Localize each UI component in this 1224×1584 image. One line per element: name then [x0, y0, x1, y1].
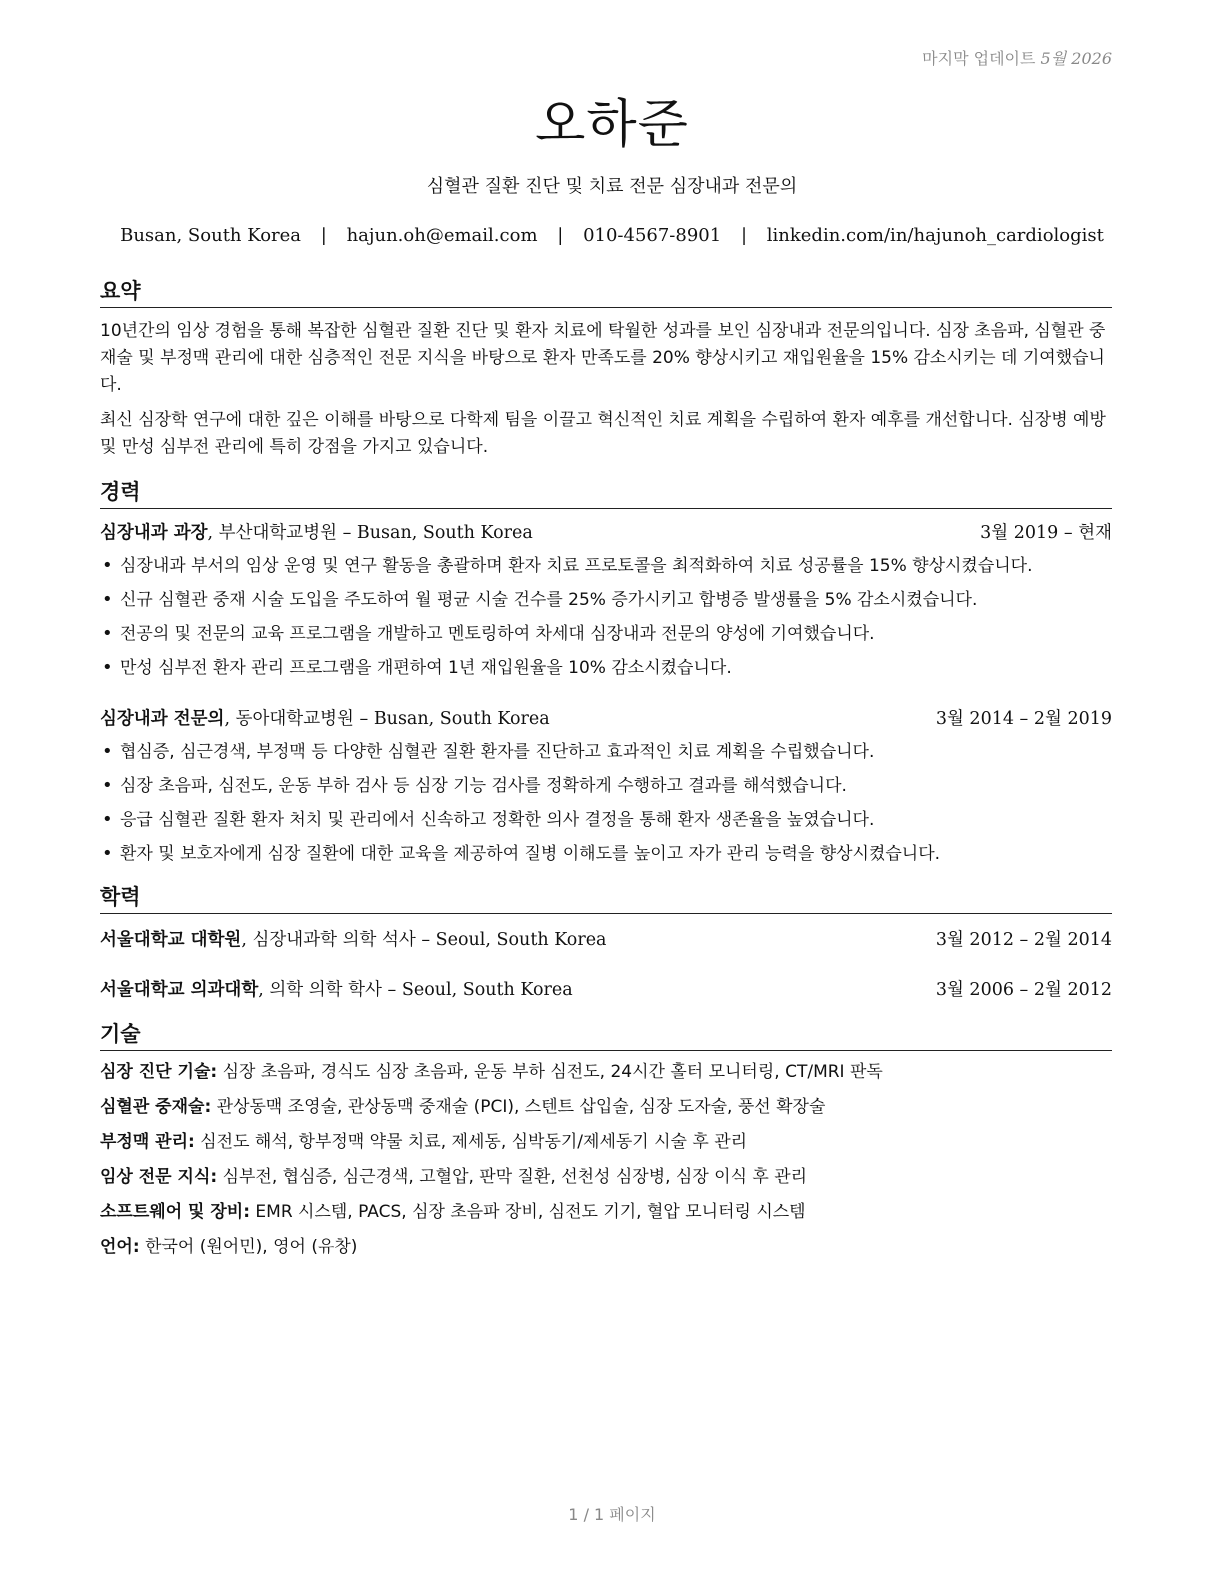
- school-location: Seoul, South Korea: [435, 930, 607, 950]
- job-header: 심장내과 과장, 부산대학교병원 – Busan, South Korea 3월 2019 – 현재: [100, 519, 1112, 547]
- job-location: Busan, South Korea: [373, 709, 550, 729]
- job-role: 심장내과 전문의: [100, 709, 225, 729]
- job-role: 심장내과 과장: [100, 523, 208, 543]
- job-header: 심장내과 전문의, 동아대학교병원 – Busan, South Korea 3월 2014 – 2월 2019: [100, 705, 1112, 733]
- education-dates: 3월 2012 – 2월 2014: [935, 930, 1112, 950]
- separator: |: [320, 225, 327, 246]
- job-dates: 3월 2019 – 현재: [980, 523, 1112, 543]
- section-title-skills: 기술: [100, 1018, 1112, 1051]
- skills-section: [100, 1018, 1112, 1265]
- list-item: • 만성 심부전 환자 관리 프로그램을 개편하여 1년 재입원율을 10% 감소시켰습니다.: [100, 651, 1112, 685]
- contact-phone: 010-4567-8901: [583, 225, 722, 246]
- degree: 의학 의학 학사: [269, 980, 382, 1000]
- contact-location: Busan, South Korea: [120, 225, 302, 246]
- page-number: 1 / 1 페이지: [568, 1505, 656, 1524]
- education-dates: 3월 2006 – 2월 2012: [935, 980, 1112, 1000]
- headline: 심혈관 질환 진단 및 치료 전문 심장내과 전문의: [426, 176, 798, 197]
- list-item: • 신규 심혈관 중재 시술 도입을 주도하여 월 평균 시술 건수를 25% 증가시키고 합병증 발생률을 5% 감소시켰습니다.: [100, 583, 1112, 617]
- summary-paragraph: 10년간의 임상 경험을 통해 복잡한 심혈관 질환 진단 및 환자 치료에 탁월한 성과를 보인 심장내과 전문의입니다. 심장 초음파, 심혈관 중재술 및 부정맥 관리에 대한 심층적인 전문 지식을 바탕으로 환자 만족도를 20% 향상시키고 재입원율을 15% 감소시키는 데 기여했습니다.: [100, 321, 1106, 395]
- skill-row: 부정맥 관리: 심전도 해석, 항부정맥 약물 치료, 제세동, 심박동기/제세동기 시술 후 관리: [100, 1132, 748, 1152]
- list-item: • 심장 초음파, 심전도, 운동 부하 검사 등 심장 기능 검사를 정확하게 수행하고 결과를 해석했습니다.: [100, 769, 1112, 803]
- school-location: Seoul, South Korea: [401, 980, 573, 1000]
- list-item: • 환자 및 보호자에게 심장 질환에 대한 교육을 제공하여 질병 이해도를 높이고 자가 관리 능력을 향상시켰습니다.: [100, 837, 1112, 871]
- skill-row: 심혈관 중재술: 관상동맥 조영술, 관상동맥 중재술 (PCI), 스텐트 삽입술, 심장 도자술, 풍선 확장술: [100, 1097, 826, 1117]
- job-entry: [100, 705, 1112, 871]
- degree: 심장내과학 의학 석사: [252, 930, 416, 950]
- education-section: [100, 881, 1112, 1004]
- list-item: • 심장내과 부서의 임상 운영 및 연구 활동을 총괄하며 환자 치료 프로토콜을 최적화하여 치료 성공률을 15% 향상시켰습니다.: [100, 549, 1112, 583]
- list-item: • 협심증, 심근경색, 부정맥 등 다양한 심혈관 질환 환자를 진단하고 효과적인 치료 계획을 수립했습니다.: [100, 735, 1112, 769]
- skill-row: 언어: 한국어 (원어민), 영어 (유창): [100, 1237, 358, 1257]
- candidate-name: 오하준: [535, 95, 689, 155]
- education-entry: 서울대학교 의과대학, 의학 의학 학사 – Seoul, South Korea 3월 2006 – 2월 2012: [100, 976, 1112, 1004]
- section-title-experience: 경력: [100, 476, 1112, 509]
- job-org: 동아대학교병원: [235, 709, 354, 729]
- skill-row: 소프트웨어 및 장비: EMR 시스템, PACS, 심장 초음파 장비, 심전도 기기, 혈압 모니터링 시스템: [100, 1202, 806, 1222]
- job-bullets: [100, 735, 1112, 871]
- education-entry: 서울대학교 대학원, 심장내과학 의학 석사 – Seoul, South Korea 3월 2012 – 2월 2014: [100, 926, 1112, 954]
- skill-row: 임상 전문 지식: 심부전, 협심증, 심근경색, 고혈압, 판막 질환, 선천성 심장병, 심장 이식 후 관리: [100, 1167, 808, 1187]
- separator: |: [740, 225, 748, 246]
- school-name: 서울대학교 대학원: [100, 930, 242, 950]
- skill-row: 심장 진단 기술: 심장 초음파, 경식도 심장 초음파, 운동 부하 심전도, 24시간 홀터 모니터링, CT/MRI 판독: [100, 1062, 883, 1082]
- contact-linkedin-link[interactable]: linkedin.com/in/hajunoh_cardiologist: [766, 225, 1104, 246]
- experience-section: [100, 476, 1112, 871]
- section-title-summary: 요약: [100, 275, 1112, 308]
- job-bullets: [100, 549, 1112, 685]
- school-name: 서울대학교 의과대학: [100, 980, 259, 1000]
- job-dates: 3월 2014 – 2월 2019: [935, 709, 1112, 729]
- job-location: Busan, South Korea: [356, 523, 533, 543]
- job-org: 부산대학교병원: [218, 523, 338, 543]
- last-updated: 마지막 업데이트 5월 2026: [922, 49, 1112, 68]
- separator: |: [557, 225, 564, 246]
- list-item: • 응급 심혈관 질환 환자 처치 및 관리에서 신속하고 정확한 의사 결정을 통해 환자 생존율을 높였습니다.: [100, 803, 1112, 837]
- section-title-education: 학력: [100, 881, 1112, 914]
- list-item: • 전공의 및 전문의 교육 프로그램을 개발하고 멘토링하여 차세대 심장내과 전문의 양성에 기여했습니다.: [100, 617, 1112, 651]
- job-entry: [100, 519, 1112, 685]
- contact-line: [0, 225, 1224, 246]
- summary-section: [100, 275, 1112, 469]
- summary-paragraph: 최신 심장학 연구에 대한 깊은 이해를 바탕으로 다학제 팀을 이끌고 혁신적인 치료 계획을 수립하여 환자 예후를 개선합니다. 심장병 예방 및 만성 심부전 관리에 특히 강점을 가지고 있습니다.: [100, 410, 1106, 457]
- contact-email[interactable]: hajun.oh@email.com: [346, 225, 538, 246]
